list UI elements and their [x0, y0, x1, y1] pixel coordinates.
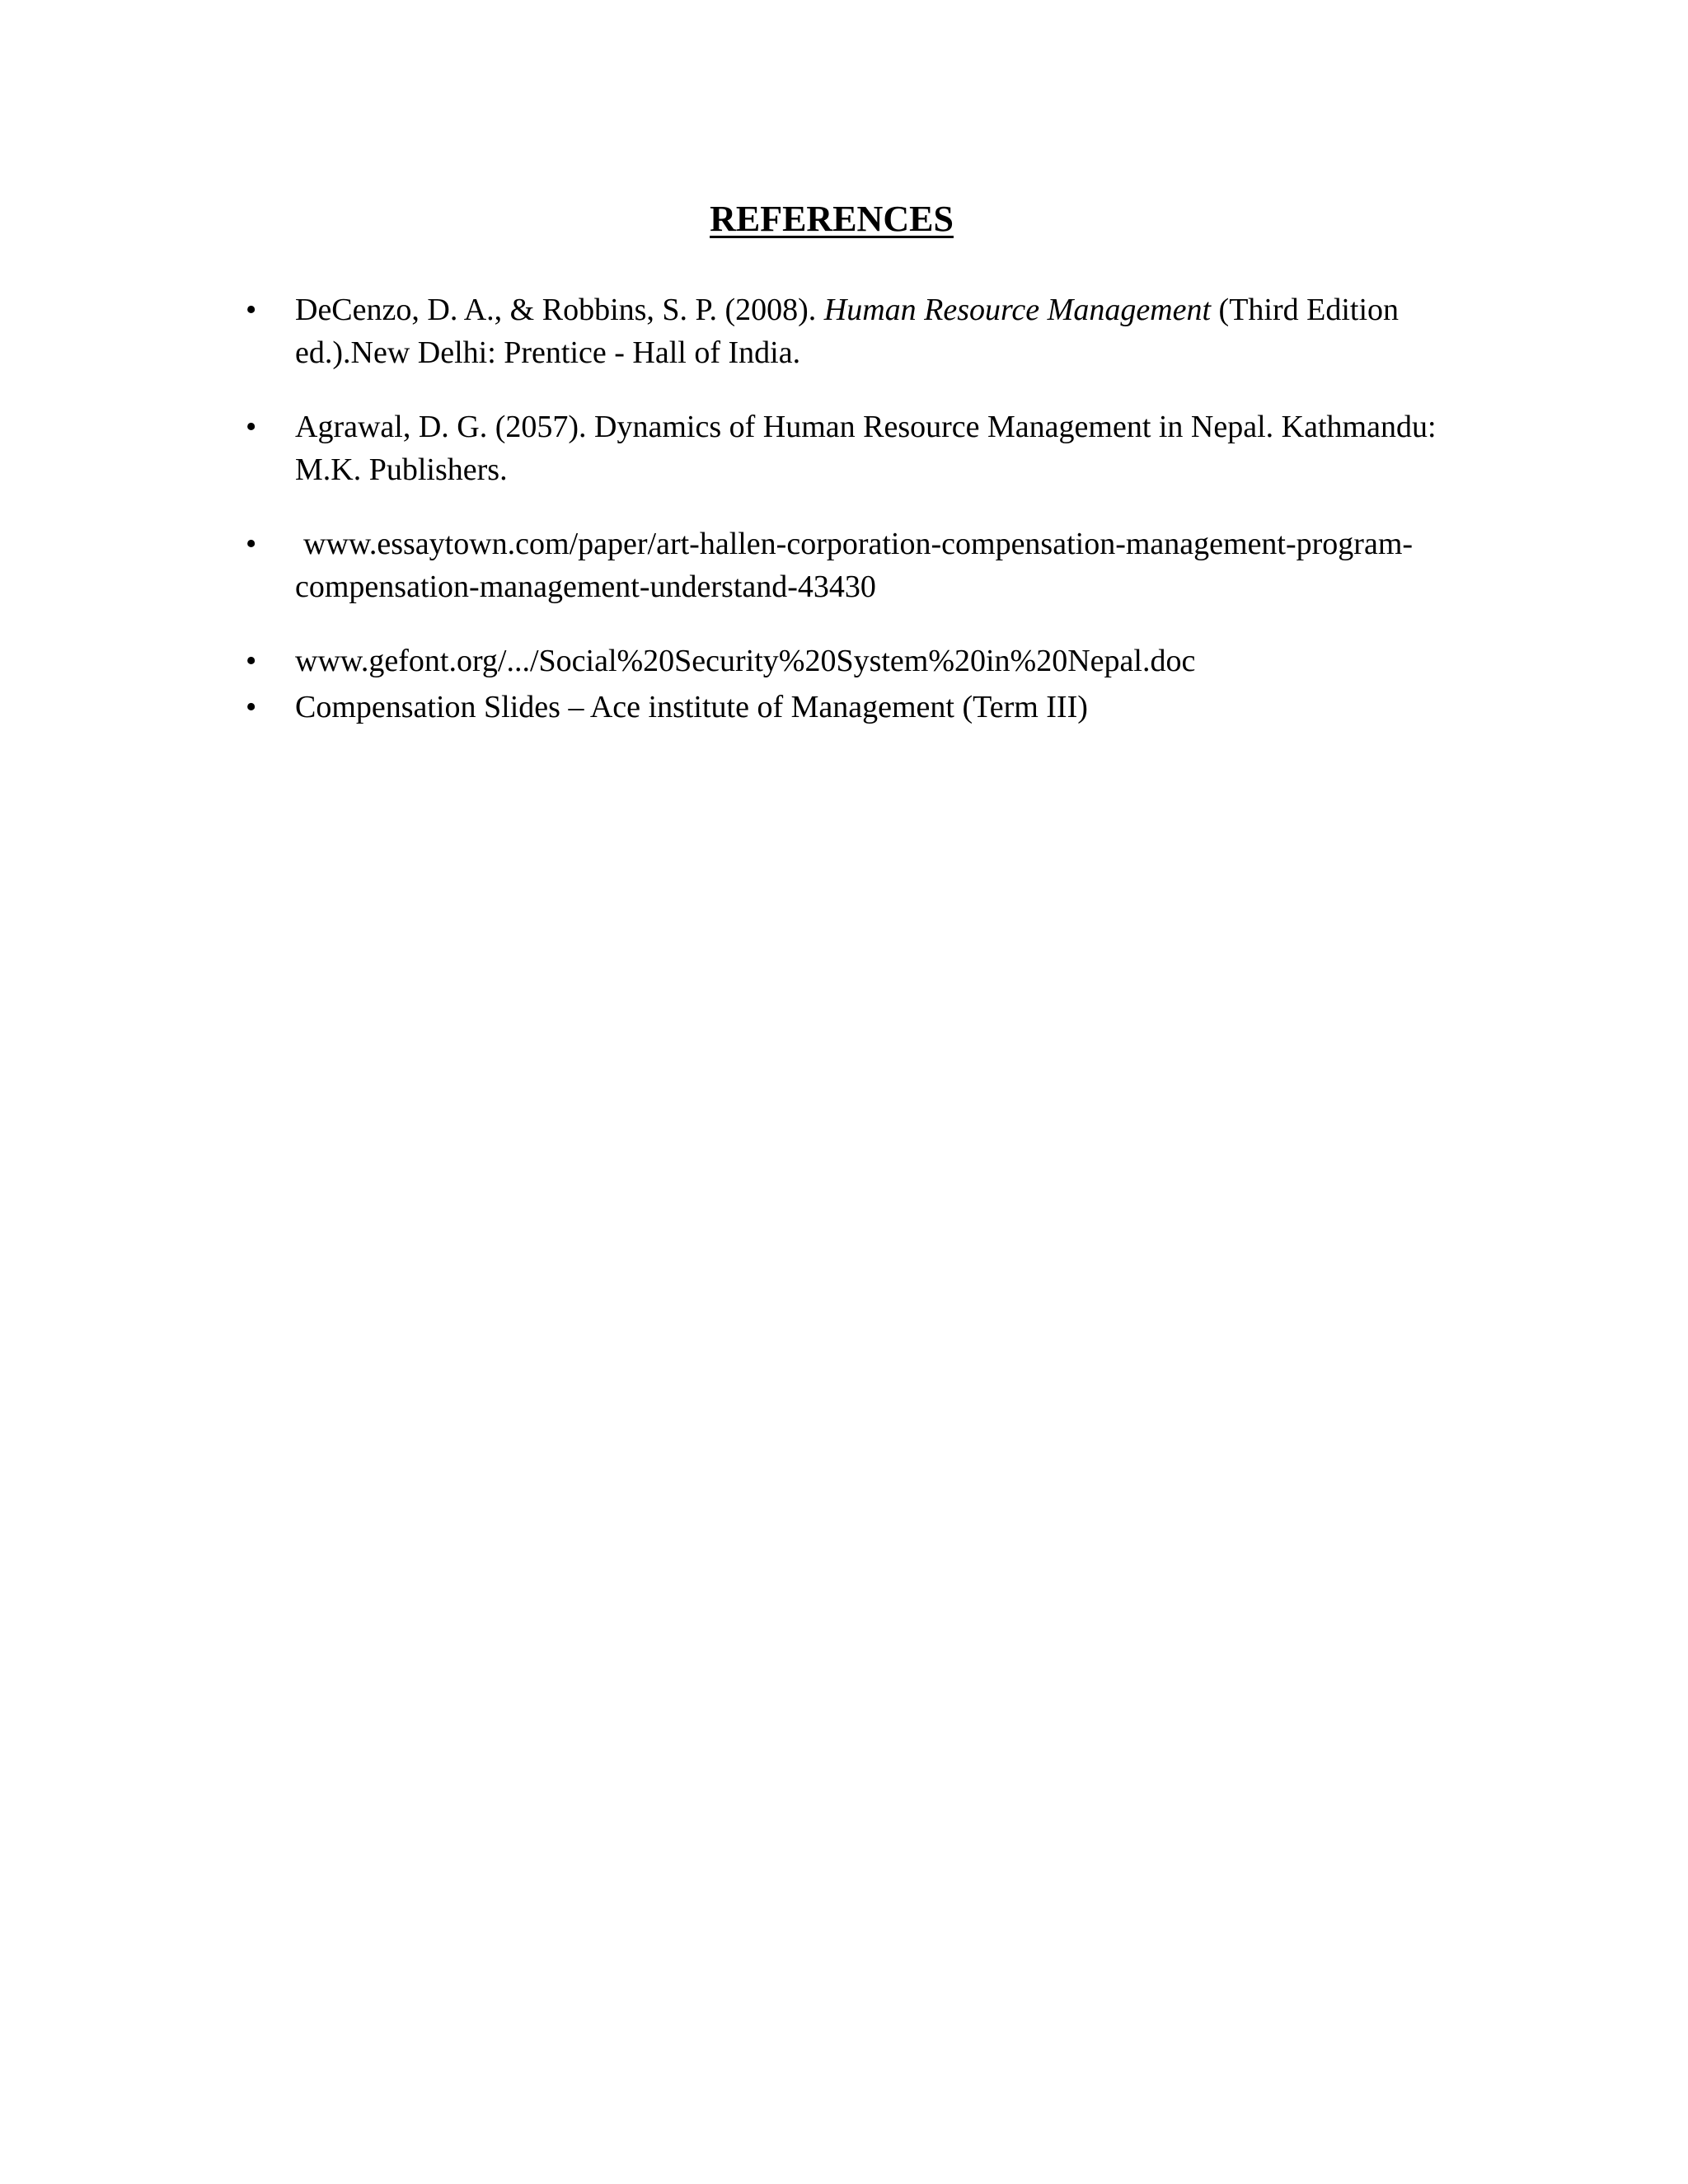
- reference-book-title: Human Resource Management: [823, 293, 1212, 327]
- reference-text: DeCenzo, D. A., & Robbins, S. P. (2008).: [295, 293, 824, 327]
- reference-item-4: [239, 640, 1475, 682]
- reference-item-5: [239, 686, 1475, 729]
- reference-item-2: [239, 405, 1475, 491]
- reference-text: Compensation Slides – Ace institute of Management (Term III): [295, 690, 1088, 724]
- reference-url: www.gefont.org/.../Social%20Security%20System%20in%20Nepal.doc: [295, 644, 1196, 678]
- bullet-icon: •: [246, 644, 257, 678]
- reference-list: [239, 288, 1475, 729]
- bullet-icon: •: [246, 690, 257, 724]
- bullet-icon: •: [246, 293, 257, 327]
- reference-item-3: [239, 523, 1475, 608]
- reference-text: Agrawal, D. G. (2057). Dynamics of Human Resource Management in Nepal. Kathmandu: M.K. Publishers.: [295, 410, 1437, 487]
- reference-text: (Third Edition ed.).New Delhi: Prentice - Hall of India.: [295, 293, 1400, 370]
- bullet-icon: •: [246, 527, 257, 561]
- reference-item-1: [239, 288, 1475, 374]
- bullet-icon: •: [246, 410, 257, 444]
- reference-url: www.essaytown.com/paper/art-hallen-corporation-compensation-management-program-compensation-management-understand-43430: [295, 527, 1414, 604]
- page-title: REFERENCES: [710, 199, 954, 239]
